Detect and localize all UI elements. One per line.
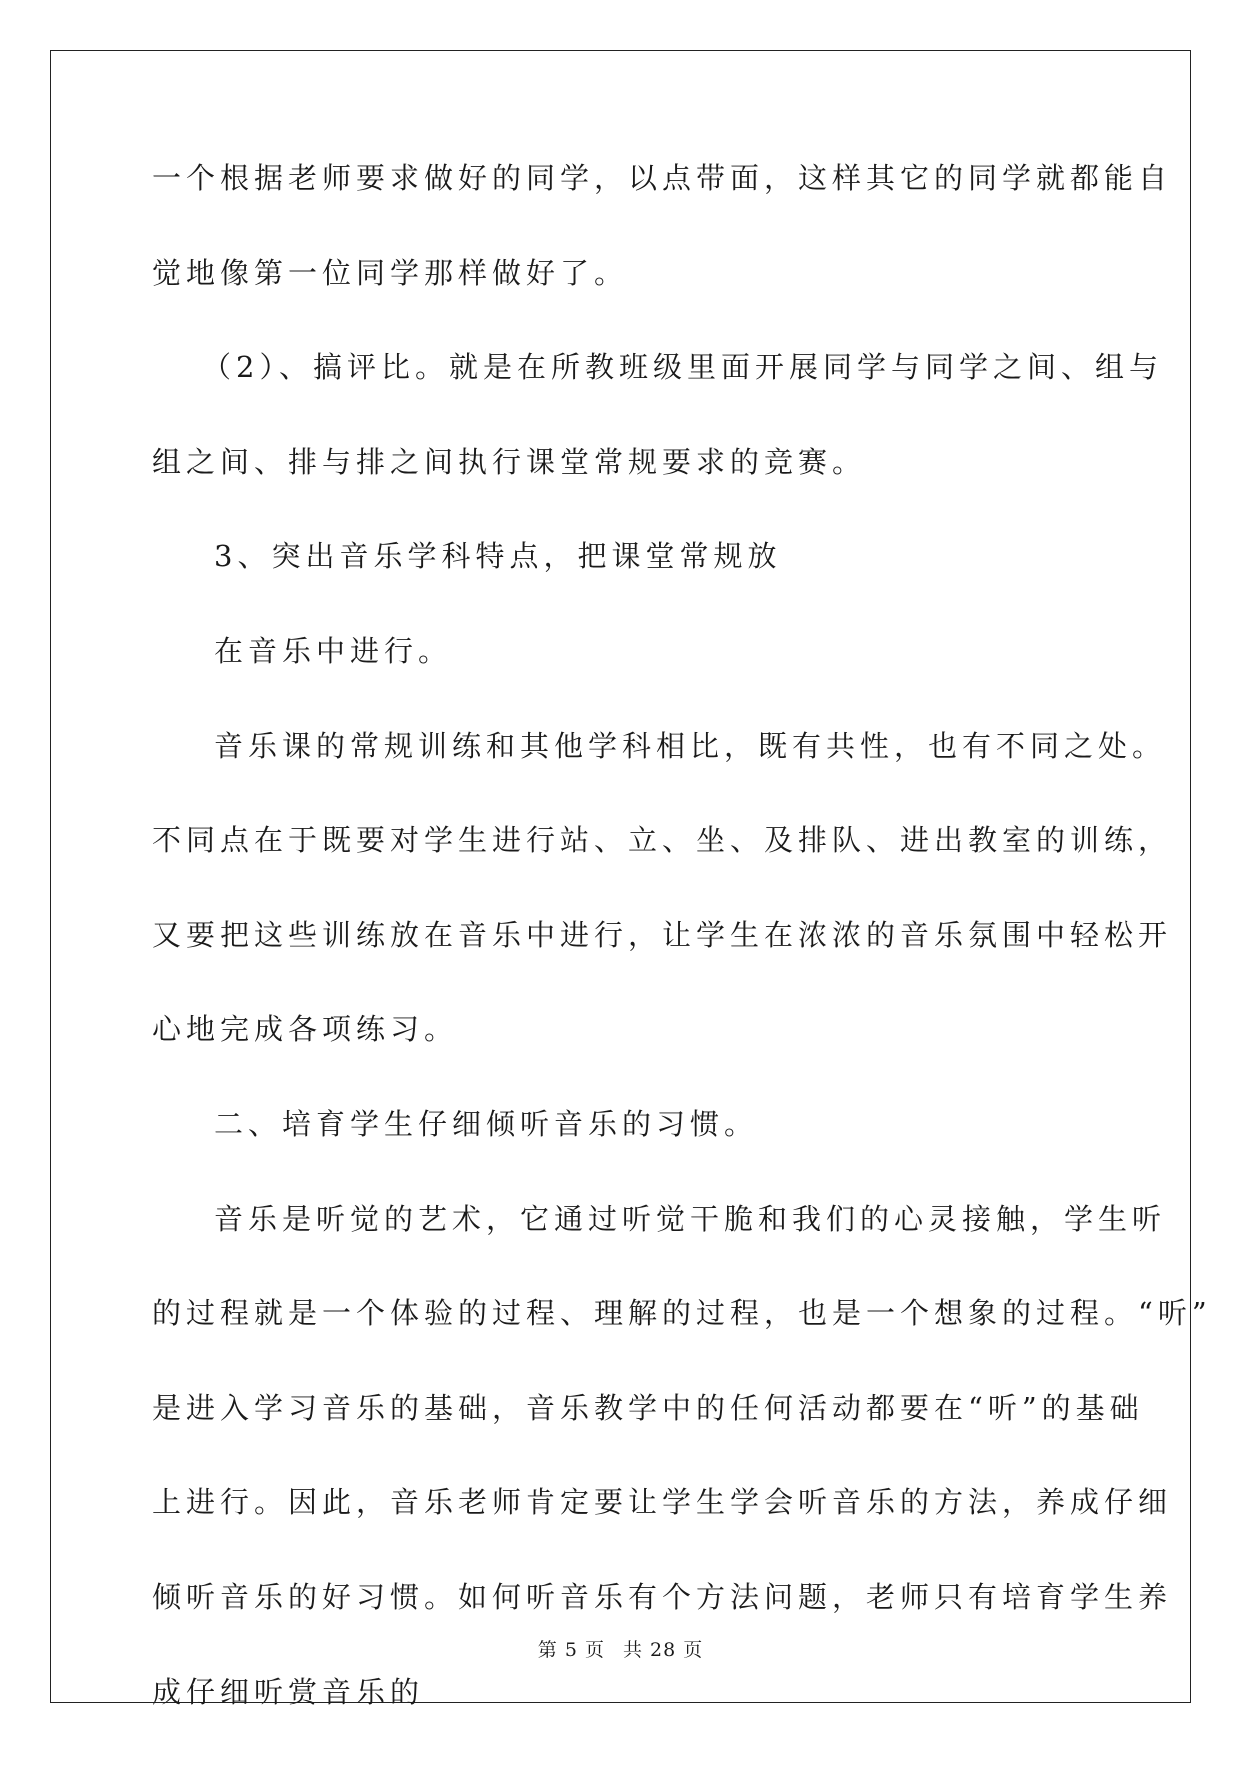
- text-line: 倾听音乐的好习惯。如何听音乐有个方法问题，老师只有培育学生养: [152, 1579, 1173, 1614]
- total-page-count: 共 28 页: [622, 1639, 704, 1661]
- page-footer: [0, 1640, 1241, 1660]
- section-heading: 3、突出音乐学科特点，把课堂常规放: [214, 539, 782, 574]
- text-line: 是进入学习音乐的基础，音乐教学中的任何活动都要在“听”的基础: [152, 1390, 1144, 1425]
- text-line: 的过程就是一个体验的过程、理解的过程，也是一个想象的过程。“听”: [152, 1296, 1212, 1331]
- text-line: 音乐课的常规训练和其他学科相比，既有共性，也有不同之处。: [214, 728, 1167, 763]
- text-line: 上进行。因此，音乐老师肯定要让学生学会听音乐的方法，养成仔细: [152, 1485, 1173, 1520]
- text-line: 又要把这些训练放在音乐中进行，让学生在浓浓的音乐氛围中轻松开: [152, 917, 1173, 952]
- text-line: 不同点在于既要对学生进行站、立、坐、及排队、进出教室的训练，: [152, 823, 1173, 858]
- text-line: 一个根据老师要求做好的同学，以点带面，这样其它的同学就都能自: [152, 161, 1173, 195]
- text-line: 心地完成各项练习。: [152, 1012, 459, 1047]
- text-line: （2）、搞评比。就是在所教班级里面开展同学与同学之间、组与: [202, 350, 1163, 385]
- text-line: 觉地像第一位同学那样做好了。: [152, 255, 629, 290]
- section-heading: 二、培育学生仔细倾听音乐的习惯。: [214, 1106, 759, 1141]
- current-page-number: 第 5 页: [537, 1639, 605, 1661]
- text-line: 成仔细听赏音乐的: [152, 1674, 425, 1709]
- text-line: 音乐是听觉的艺术，它通过听觉干脆和我们的心灵接触，学生听: [214, 1201, 1167, 1236]
- text-line: 组之间、排与排之间执行课堂常规要求的竞赛。: [152, 444, 867, 479]
- document-body: [152, 161, 1212, 1770]
- text-line: 在音乐中进行。: [214, 633, 453, 668]
